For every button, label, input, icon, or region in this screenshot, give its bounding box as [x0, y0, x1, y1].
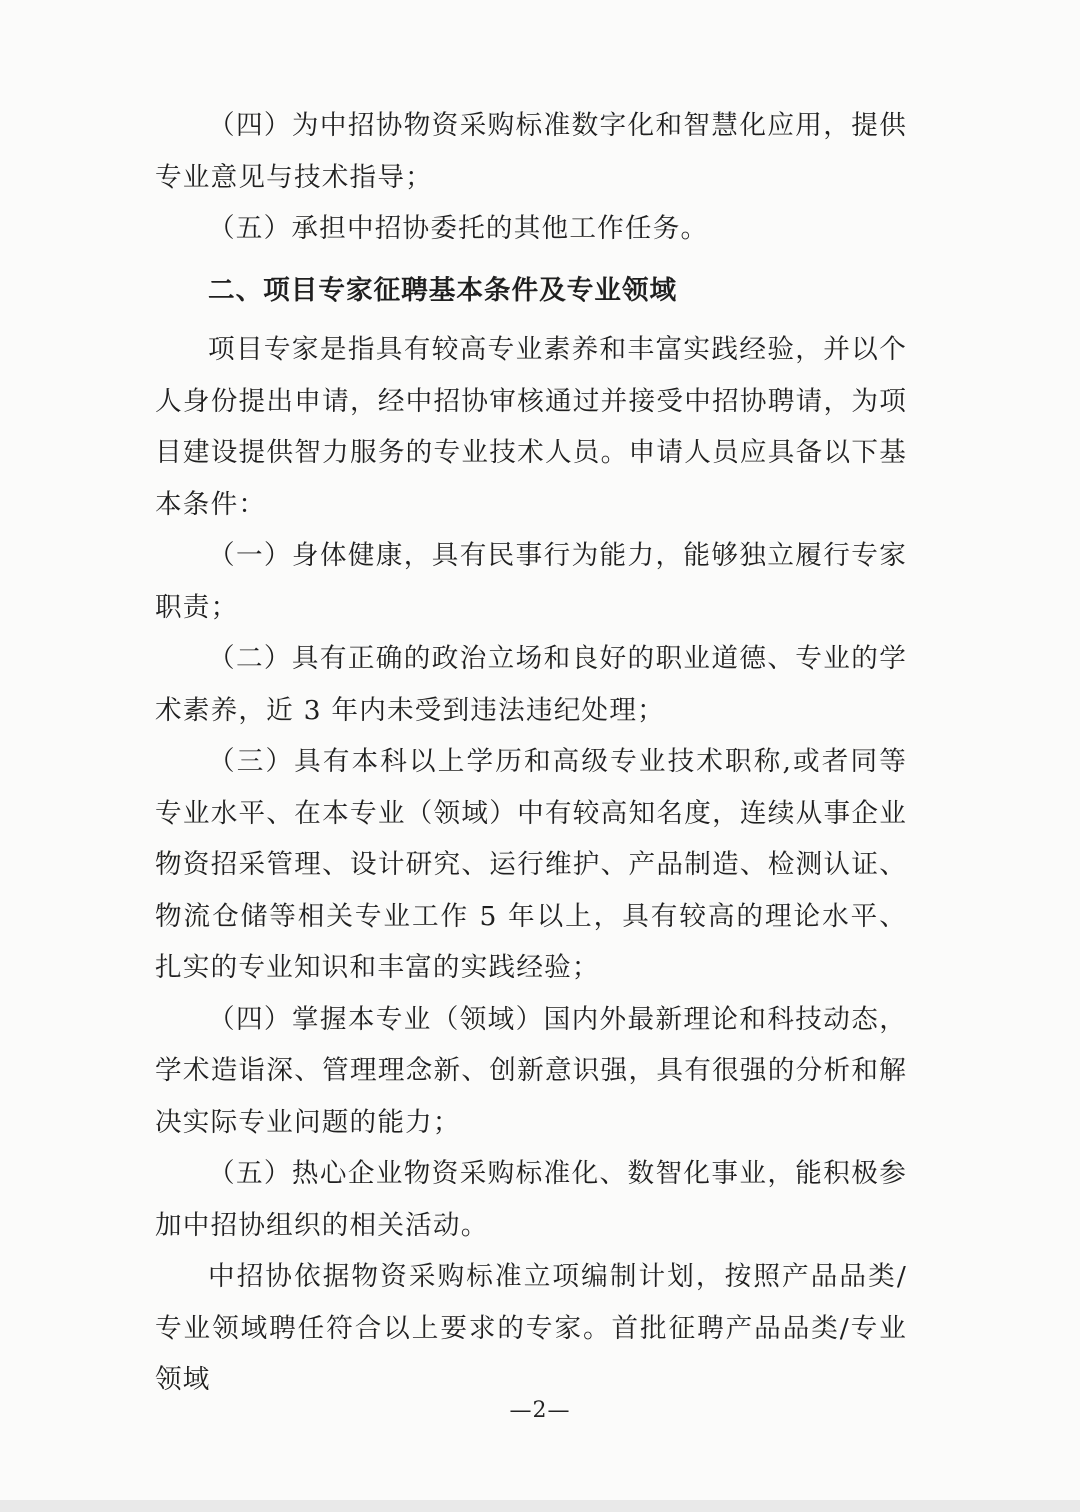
paragraph-duty-4: （四）为中招协物资采购标准数字化和智慧化应用，提供专业意见与技术指导；: [155, 110, 907, 193]
paragraph-recruitment-plan: 中招协依据物资采购标准立项编制计划，按照产品品类/专业领域聘任符合以上要求的专家。首批征聘产品品类/专业领域: [155, 1261, 907, 1395]
document-body: [155, 100, 907, 1406]
paragraph-condition-2: （二）具有正确的政治立场和良好的职业道德、专业的学术素养，近 3 年内未受到违法违纪处理；: [155, 643, 907, 726]
paragraph-condition-4: （四）掌握本专业（领域）国内外最新理论和科技动态，学术造诣深、管理理念新、创新意识强，具有很强的分析和解决实际专业问题的能力；: [155, 1003, 907, 1138]
page-number: —2—: [509, 1398, 571, 1423]
paragraph-condition-1: （一）身体健康，具有民事行为能力，能够独立履行专家职责；: [155, 540, 907, 623]
section-heading: 二、项目专家征聘基本条件及专业领域: [208, 274, 678, 306]
paragraph-condition-5: （五）热心企业物资采购标准化、数智化事业，能积极参加中招协组织的相关活动。: [155, 1158, 907, 1241]
paragraph-condition-3: （三）具有本科以上学历和高级专业技术职称,或者同等专业水平、在本专业（领域）中有较高知名度，连续从事企业物资招采管理、设计研究、运行维护、产品制造、检测认证、物流仓储等相关专业工作 5 年以上，具有较高的理论水平、扎实的专业知识和丰富的实践经验；: [155, 746, 907, 983]
paragraph-duty-5: （五）承担中招协委托的其他工作任务。: [208, 213, 709, 244]
paragraph-expert-definition: 项目专家是指具有较高专业素养和丰富实践经验，并以个人身份提出申请，经中招协审核通过并接受中招协聘请，为项目建设提供智力服务的专业技术人员。申请人员应具备以下基本条件：: [155, 334, 907, 520]
